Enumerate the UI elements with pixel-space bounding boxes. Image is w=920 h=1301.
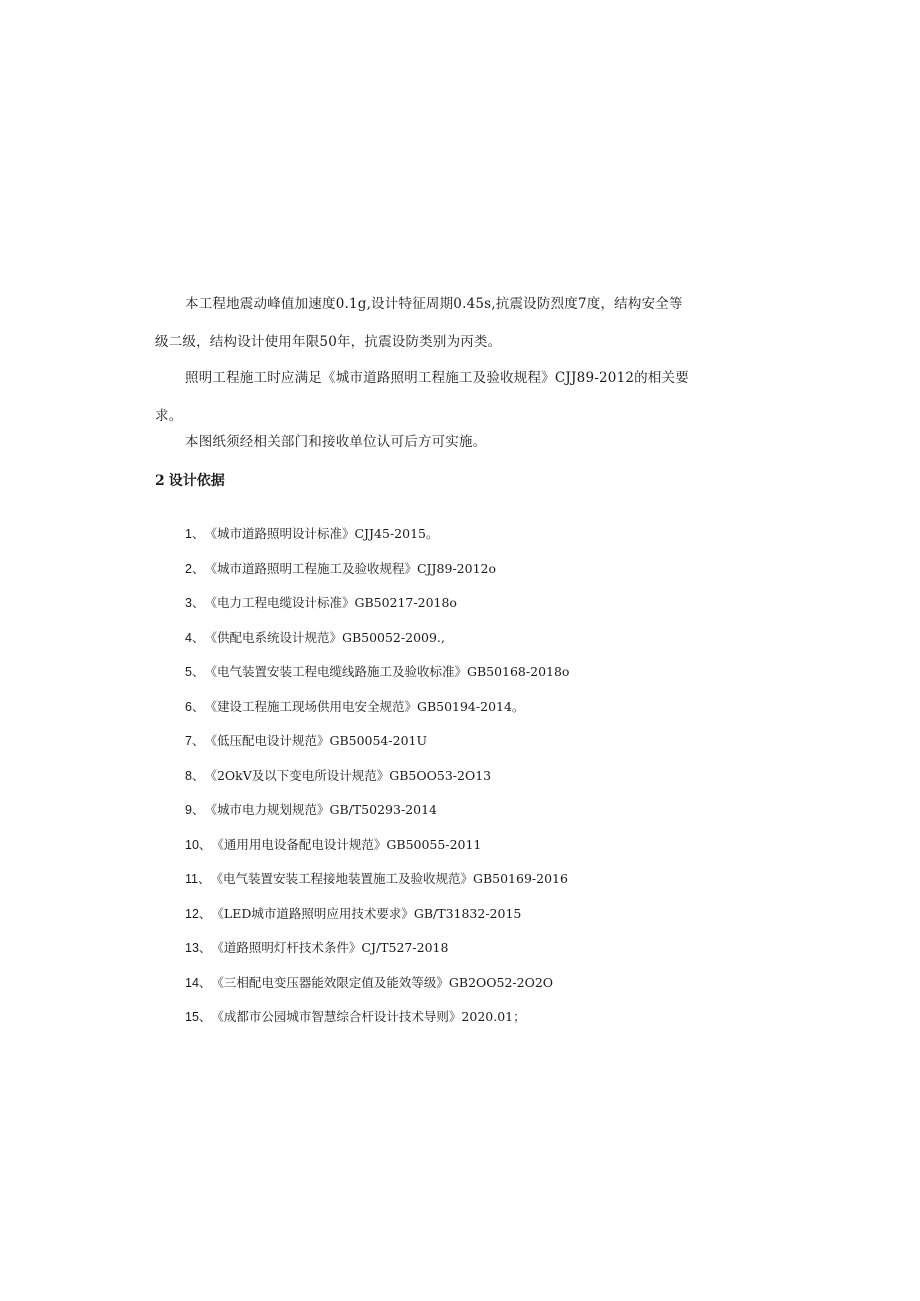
list-item-text: 《成都市公园城市智慧综合杆设计技术导则》2020.01； <box>211 1009 526 1024</box>
list-item <box>185 1000 705 1035</box>
list-item-index: 13、 <box>185 941 212 955</box>
list-item <box>185 759 705 794</box>
list-item-text: 《道路照明灯杆技术条件》CJ/T527-2018 <box>211 940 449 955</box>
list-item <box>185 966 705 1001</box>
list-item-index: 5、 <box>185 665 205 679</box>
list-item-text: 《城市道路照明工程施工及验收规程》CJJ89-2012o <box>204 560 497 576</box>
list-item-text: 《供配电系统设计规范》GB50052-2009., <box>204 629 445 645</box>
list-item <box>185 621 705 656</box>
list-item-text: 《低压配电设计规范》GB50054-201U <box>204 733 428 748</box>
list-item-text: 《建设工程施工现场供用电安全规范》GB50194-2014。 <box>204 698 525 714</box>
list-item <box>185 655 705 690</box>
list-item-text: 《三相配电变压器能效限定值及能效等级》GB2OO52-2O2O <box>211 974 554 990</box>
paragraph-seismic: 本工程地震动峰值加速度0.1g,设计特征周期0.45s,抗震设防烈度7度，结构安全等级二级，结构设计使用年限50年，抗震设防类别为丙类。 <box>155 296 683 350</box>
list-item-index: 8、 <box>185 768 205 783</box>
list-item-text: 《2OkV及以下变电所设计规范》GB5OO53-2O13 <box>204 767 492 783</box>
list-item-index: 10、 <box>185 837 212 852</box>
list-item-index: 15、 <box>185 1010 212 1024</box>
list-item <box>185 586 705 621</box>
list-item <box>185 793 705 828</box>
section-title-text: 设计依据 <box>168 473 225 489</box>
list-item-text: 《城市电力规划规范》GB/T50293-2014 <box>204 802 437 817</box>
list-item-index: 11、 <box>185 872 211 886</box>
list-item <box>185 517 705 552</box>
list-item <box>185 897 705 932</box>
section-number: 2 <box>155 473 165 489</box>
list-item-text: 《通用用电设备配电设计规范》GB50055-2011 <box>211 836 482 852</box>
list-item-index: 9、 <box>185 803 205 817</box>
list-item-index: 2、 <box>185 561 205 576</box>
list-item-index: 4、 <box>185 630 205 645</box>
list-item-index: 7、 <box>185 734 205 748</box>
list-item <box>185 931 705 966</box>
list-item <box>185 828 705 863</box>
paragraph-approval: 本图纸须经相关部门和接收单位认可后方可实施。 <box>185 434 487 450</box>
list-item-index: 6、 <box>185 699 205 714</box>
list-item-text: 《电气装置安装工程接地装置施工及验收规范》GB50169-2016 <box>210 871 568 886</box>
list-item-index: 3、 <box>185 596 205 610</box>
list-item-text: 《LED城市道路照明应用技术要求》GB/T31832-2015 <box>211 905 522 921</box>
list-item-index: 1、 <box>185 527 205 541</box>
reference-list <box>185 517 705 1035</box>
list-item-index: 12、 <box>185 906 212 921</box>
paragraph-construction-standard: 照明工程施工时应满足《城市道路照明工程施工及验收规程》CJJ89-2012的相关要求。 <box>155 370 689 424</box>
list-item-text: 《电气装置安装工程电缆线路施工及验收标准》GB50168-2018o <box>204 664 570 679</box>
list-item-text: 《城市道路照明设计标准》CJJ45-2015。 <box>204 526 439 541</box>
list-item <box>185 862 705 897</box>
list-item-text: 《电力工程电缆设计标准》GB50217-2018o <box>204 595 457 610</box>
list-item <box>185 724 705 759</box>
list-item <box>185 690 705 725</box>
list-item <box>185 552 705 587</box>
list-item-index: 14、 <box>185 975 212 990</box>
section-heading <box>155 466 225 496</box>
